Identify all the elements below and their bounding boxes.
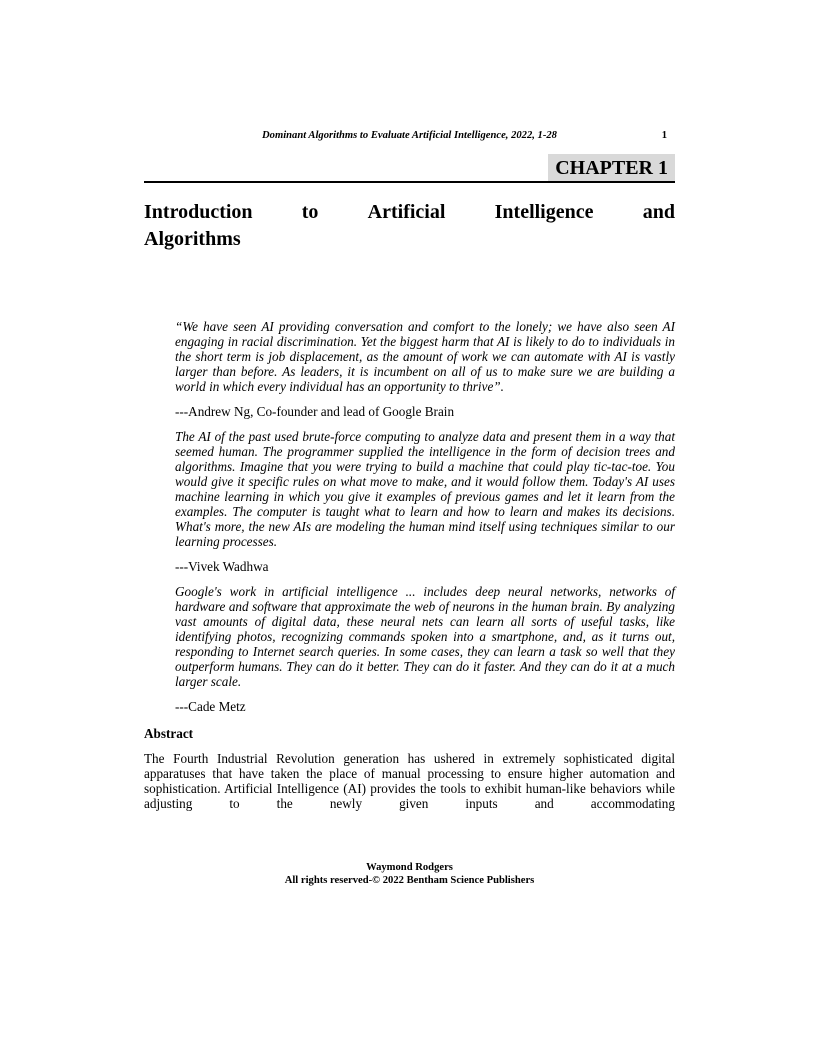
chapter-title-line1 <box>144 199 675 226</box>
running-header-title: Dominant Algorithms to Evaluate Artificial Intelligence, 2022, 1-28 <box>262 130 557 141</box>
chapter-title <box>144 199 675 253</box>
chapter-title-word: Intelligence <box>494 201 594 223</box>
epigraph-section <box>144 319 675 714</box>
abstract-heading: Abstract <box>144 726 194 741</box>
page-number: 1 <box>661 130 667 141</box>
epigraph-attribution-3: ---Cade Metz <box>175 699 246 714</box>
chapter-title-word: Artificial <box>367 201 446 223</box>
epigraph-attribution-1: ---Andrew Ng, Co-founder and lead of Google Brain <box>175 404 455 419</box>
chapter-title-word: and <box>642 201 675 223</box>
abstract-text: The Fourth Industrial Revolution generation has ushered in extremely sophisticated digital apparatuses that have taken the place of manual processing to ensure higher automation and sophistication. Artificial Intelligence (AI) provides the tools to exhibit human-like behaviors while adjusting to the newly given inputs and accommodating <box>144 751 675 811</box>
chapter-badge: CHAPTER 1 <box>548 154 675 181</box>
chapter-title-word: Introduction <box>144 201 253 223</box>
page-content <box>144 129 675 811</box>
epigraph-quote-3: Google's work in artificial intelligence ... includes deep neural networks, networks of hardware and software that approximate the web of neurons in the human brain. By analyzing vast amounts of digital data, these neural nets can learn all sorts of useful tasks, like identifying photos, recognizing commands spoken into a smartphone, and, as it turns out, responding to Internet search queries. In some cases, they can learn a task so well that they outperform humans. They can do it better. They can do it faster. And they can do it at a much larger scale. <box>175 584 675 689</box>
page-footer <box>144 861 675 887</box>
chapter-title-word: to <box>301 201 319 223</box>
epigraph-quote-2: The AI of the past used brute-force computing to analyze data and present them in a way that seemed human. The programmer supplied the intelligence in the form of decision trees and algorithms. Imagine that you were trying to build a machine that could play tic-tac-toe. You would give it specific rules on what move to make, and it would follow them. Today's AI uses machine learning in which you give it examples of previous games and let it learn from the examples. The computer is taught what to learn and how to learn and makes its decisions. What's more, the new AIs are modeling the human mind itself using techniques similar to our learning processes. <box>175 429 675 549</box>
running-header <box>144 129 675 142</box>
chapter-title-line2: Algorithms <box>144 228 241 250</box>
footer-author: Waymond Rodgers <box>366 862 453 873</box>
epigraph-quote-1: “We have seen AI providing conversation and comfort to the lonely; we have also seen AI engaging in racial discrimination. Yet the biggest harm that AI is likely to do to individuals in the short term is job displacement, as the amount of work we can automate with AI is vastly larger than before. As leaders, it is incumbent on all of us to make sure we are building a world in which every individual has an opportunity to thrive”. <box>175 319 675 394</box>
chapter-badge-row <box>144 154 675 183</box>
footer-rights: All rights reserved-© 2022 Bentham Science Publishers <box>284 875 535 886</box>
epigraph-attribution-2: ---Vivek Wadhwa <box>175 559 269 574</box>
